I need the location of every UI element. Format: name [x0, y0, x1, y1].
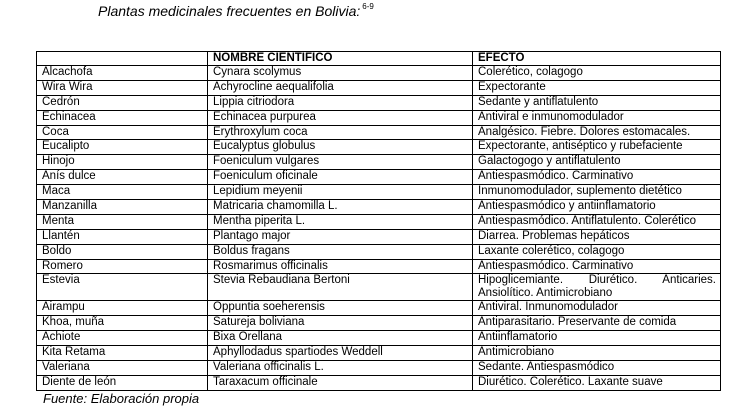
- table-row: [37, 95, 721, 110]
- effect-cell: Antiparasitario. Preservante de comida: [473, 316, 721, 331]
- scientific-name-cell: Cynara scolymus: [208, 66, 473, 81]
- common-name-cell: Hinojo: [37, 155, 208, 170]
- effect-cell: Antiviral e inmunomodulador: [473, 110, 721, 125]
- title-reference: 6-9: [362, 2, 374, 12]
- table-row: [37, 125, 721, 140]
- effect-cell: Antiespasmódico y antiinflamatorio: [473, 200, 721, 215]
- table-row: [37, 155, 721, 170]
- common-name-cell: Kita Retama: [37, 346, 208, 361]
- common-name-cell: Boldo: [37, 244, 208, 259]
- title-text: Plantas medicinales frecuentes en Bolivia:: [98, 3, 361, 19]
- header-effect: EFECTO: [473, 52, 721, 66]
- table-row: [37, 361, 721, 376]
- medicinal-plants-table: [36, 51, 721, 391]
- effect-cell: Antiespasmódico. Carminativo: [473, 259, 721, 274]
- scientific-name-cell: Echinacea purpurea: [208, 110, 473, 125]
- table-body: [37, 66, 721, 391]
- common-name-cell: Llantén: [37, 229, 208, 244]
- table-row: [37, 274, 721, 301]
- header-scientific-name: NOMBRE CIENTIFICO: [208, 52, 473, 66]
- source-note: Fuente: Elaboración propia: [43, 391, 200, 406]
- common-name-cell: Wira Wira: [37, 80, 208, 95]
- common-name-cell: Achiote: [37, 331, 208, 346]
- effect-cell: Sedante y antiflatulento: [473, 95, 721, 110]
- common-name-cell: Anís dulce: [37, 170, 208, 185]
- common-name-cell: Cedrón: [37, 95, 208, 110]
- table-row: [37, 80, 721, 95]
- table-row: [37, 110, 721, 125]
- common-name-cell: Echinacea: [37, 110, 208, 125]
- effect-cell: Diarrea. Problemas hepáticos: [473, 229, 721, 244]
- scientific-name-cell: Valeriana officinalis L.: [208, 361, 473, 376]
- scientific-name-cell: Stevia Rebaudiana Bertoni: [208, 274, 473, 301]
- common-name-cell: Coca: [37, 125, 208, 140]
- scientific-name-cell: Aphyllodadus spartiodes Weddell: [208, 346, 473, 361]
- scientific-name-cell: Eucalyptus globulus: [208, 140, 473, 155]
- table-row: [37, 200, 721, 215]
- scientific-name-cell: Foeniculum vulgares: [208, 155, 473, 170]
- scientific-name-cell: Lippia citriodora: [208, 95, 473, 110]
- common-name-cell: Diente de león: [37, 375, 208, 390]
- table-row: [37, 229, 721, 244]
- table-row: [37, 214, 721, 229]
- effect-cell: Analgésico. Fiebre. Dolores estomacales.: [473, 125, 721, 140]
- scientific-name-cell: Taraxacum officinale: [208, 375, 473, 390]
- effect-cell: Antimicrobiano: [473, 346, 721, 361]
- scientific-name-cell: Boldus fragans: [208, 244, 473, 259]
- table-row: [37, 316, 721, 331]
- scientific-name-cell: Lepidium meyenii: [208, 185, 473, 200]
- scientific-name-cell: Satureja boliviana: [208, 316, 473, 331]
- table-row: [37, 66, 721, 81]
- effect-cell: Antiinflamatorio: [473, 331, 721, 346]
- effect-cell: Galactogogo y antiflatulento: [473, 155, 721, 170]
- table-row: [37, 185, 721, 200]
- table-row: [37, 259, 721, 274]
- scientific-name-cell: Rosmarimus officinalis: [208, 259, 473, 274]
- common-name-cell: Manzanilla: [37, 200, 208, 215]
- common-name-cell: Romero: [37, 259, 208, 274]
- scientific-name-cell: Oppuntia soeherensis: [208, 301, 473, 316]
- effect-cell: Hipoglicemiante. Diurético. Anticaries. Ansiolítico. Antimicrobiano: [473, 274, 721, 301]
- effect-cell: Expectorante: [473, 80, 721, 95]
- scientific-name-cell: Achyrocline aequalifolia: [208, 80, 473, 95]
- common-name-cell: Menta: [37, 214, 208, 229]
- table-row: [37, 375, 721, 390]
- scientific-name-cell: Matricaria chamomilla L.: [208, 200, 473, 215]
- table-row: [37, 170, 721, 185]
- effect-cell: Sedante. Antiespasmódico: [473, 361, 721, 376]
- effect-cell: Colerético, colagogo: [473, 66, 721, 81]
- table-row: [37, 331, 721, 346]
- effect-cell: Diurético. Colerético. Laxante suave: [473, 375, 721, 390]
- header-row: [37, 52, 721, 66]
- common-name-cell: Alcachofa: [37, 66, 208, 81]
- effect-cell: Antiespasmódico. Antiflatulento. Colerético: [473, 214, 721, 229]
- table-row: [37, 301, 721, 316]
- scientific-name-cell: Bixa Orellana: [208, 331, 473, 346]
- scientific-name-cell: Mentha piperita L.: [208, 214, 473, 229]
- document-title: [98, 3, 374, 19]
- effect-cell: Expectorante, antiséptico y rubefaciente: [473, 140, 721, 155]
- table-row: [37, 140, 721, 155]
- scientific-name-cell: Erythroxylum coca: [208, 125, 473, 140]
- header-common-name: [37, 52, 208, 66]
- common-name-cell: Valeriana: [37, 361, 208, 376]
- scientific-name-cell: Foeniculum oficinale: [208, 170, 473, 185]
- common-name-cell: Eucalipto: [37, 140, 208, 155]
- common-name-cell: Airampu: [37, 301, 208, 316]
- common-name-cell: Maca: [37, 185, 208, 200]
- effect-cell: Inmunomodulador, suplemento dietético: [473, 185, 721, 200]
- common-name-cell: Khoa, muña: [37, 316, 208, 331]
- common-name-cell: Estevia: [37, 274, 208, 301]
- table-row: [37, 244, 721, 259]
- effect-cell: Antiespasmódico. Carminativo: [473, 170, 721, 185]
- effect-cell: Laxante colerético, colagogo: [473, 244, 721, 259]
- effect-cell: Antiviral. Inmunomodulador: [473, 301, 721, 316]
- table-row: [37, 346, 721, 361]
- scientific-name-cell: Plantago major: [208, 229, 473, 244]
